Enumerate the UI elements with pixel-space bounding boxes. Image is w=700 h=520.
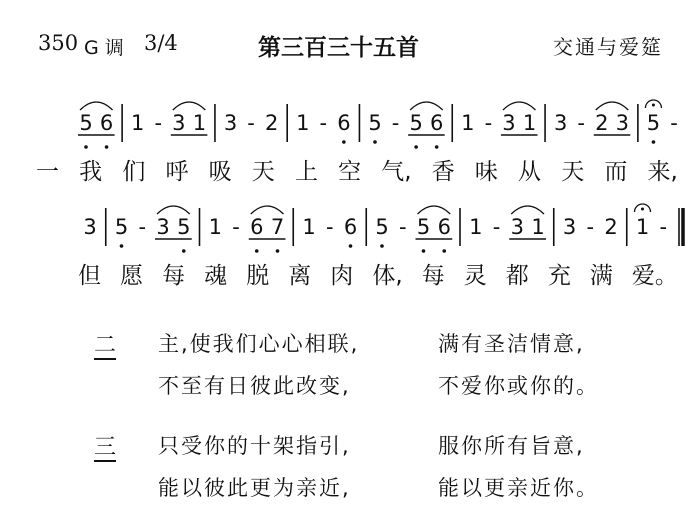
note: 5 [646, 111, 661, 135]
dash-note: - [577, 111, 585, 135]
lyric-syllable: 一 [36, 158, 59, 185]
dash-note: - [391, 111, 400, 135]
note: 1 [192, 111, 207, 135]
dash-note: - [659, 215, 668, 239]
lyric-syllable: 但 [78, 262, 101, 289]
note: 7 [270, 215, 285, 239]
lyrics-line-2 [0, 258, 700, 288]
dash-note: - [484, 111, 493, 135]
verse-3-line-1a: 只受你的十架指引, [158, 434, 351, 458]
note: 3 [553, 111, 568, 135]
note: 6 [337, 111, 351, 135]
lyric-syllable: 天 [251, 158, 275, 185]
note: 6 [99, 111, 114, 135]
lyric-syllable: 气, [381, 158, 412, 185]
slur-arc [418, 206, 451, 214]
lyric-syllable: 体, [372, 262, 403, 289]
note: 3 [502, 111, 516, 135]
lyric-syllable: 从 [518, 158, 542, 185]
lyric-syllable: 愿 [120, 262, 144, 289]
note: 3 [615, 111, 629, 135]
dash-note: - [492, 215, 501, 239]
dash-note: - [232, 215, 240, 239]
low-octave-dot [442, 249, 446, 253]
note: 3 [172, 111, 186, 135]
lyric-syllable: 每 [162, 262, 186, 289]
slur-arc [251, 206, 284, 214]
note: 3 [83, 215, 97, 239]
note: 5 [409, 111, 423, 135]
dash-note: - [325, 215, 334, 239]
dash-note: - [247, 111, 255, 135]
dash-note: - [138, 215, 147, 239]
lyric-syllable: 我 [79, 158, 103, 185]
note: 3 [156, 215, 170, 239]
fermata-dot [641, 208, 644, 211]
key-signature: G 调 [84, 37, 124, 59]
low-octave-dot [255, 249, 259, 253]
lyric-syllable: 魂 [204, 262, 228, 289]
verse-3-mark: 三 [93, 435, 116, 460]
dash-note: - [670, 111, 678, 135]
dash-note: - [398, 215, 407, 239]
low-octave-dot [276, 249, 280, 253]
verse-2-mark: 二 [93, 333, 116, 358]
lyric-syllable: 爱。 [631, 262, 678, 289]
lyric-syllable: 呼 [165, 158, 189, 185]
verse-3-line-1b: 服你所有旨意, [438, 434, 585, 458]
dash-note: - [154, 111, 163, 135]
low-octave-dot [380, 244, 384, 248]
note: 5 [114, 215, 129, 239]
lyric-syllable: 脱 [246, 262, 270, 289]
lyric-syllable: 离 [288, 262, 312, 289]
note: 3 [223, 111, 238, 135]
note: 1 [208, 215, 222, 239]
note: 1 [469, 215, 483, 239]
note: 1 [461, 111, 475, 135]
note: 3 [562, 215, 577, 239]
lyric-syllable: 吸 [208, 158, 232, 185]
note: 6 [250, 215, 264, 239]
note: 5 [177, 215, 191, 239]
page-title: 第三百三十五首 [258, 35, 419, 61]
low-octave-dot [120, 244, 124, 248]
verse-2-line-1a: 主,使我们心心相联, [158, 332, 360, 356]
note: 5 [375, 215, 389, 239]
note: 1 [635, 215, 650, 239]
note: 5 [416, 215, 431, 239]
lyric-syllable: 灵 [463, 262, 487, 289]
note: 1 [302, 215, 316, 239]
time-signature: 3/4 [144, 31, 178, 55]
lyric-syllable: 香 [431, 158, 455, 185]
lyric-syllable: 充 [547, 262, 571, 289]
note: 2 [604, 215, 618, 239]
note: 6 [430, 111, 444, 135]
verse-3-line-2b: 能以更亲近你。 [438, 476, 599, 500]
lyric-syllable: 来, [647, 158, 678, 185]
hymn-number: 350 [38, 31, 79, 55]
lyric-syllable: 天 [561, 158, 585, 185]
note: 3 [510, 215, 524, 239]
slur-arc [157, 206, 190, 214]
note: 2 [264, 111, 279, 135]
lyric-syllable: 空 [338, 158, 362, 185]
dash-note: - [319, 111, 328, 135]
lyric-syllable: 满 [589, 262, 613, 289]
dash-note: - [586, 215, 595, 239]
note: 1 [531, 215, 545, 239]
note: 5 [368, 111, 382, 135]
hymn-title: 交通与爱筵 [553, 35, 663, 59]
low-octave-dot [349, 244, 353, 248]
note: 2 [595, 111, 609, 135]
verse-2-line-2b: 不爱你或你的。 [438, 374, 599, 398]
lyric-syllable: 上 [294, 158, 318, 185]
lyric-syllable: 都 [505, 262, 529, 289]
note: 1 [131, 111, 145, 135]
note: 5 [79, 111, 93, 135]
low-octave-dot [422, 249, 426, 253]
lyric-syllable: 们 [122, 158, 146, 185]
lyric-syllable: 肉 [330, 262, 354, 289]
note: 1 [522, 111, 537, 135]
verse-3-line-2a: 能以彼此更为亲近, [158, 476, 351, 500]
note: 6 [343, 215, 358, 239]
low-octave-dot [182, 249, 186, 253]
lyric-syllable: 每 [421, 262, 445, 289]
lyric-syllable: 而 [604, 158, 628, 185]
lyric-syllable: 味 [474, 158, 498, 185]
slur-arc [511, 206, 544, 214]
verse-2-line-1b: 满有圣洁情意, [438, 332, 585, 356]
verse-2-line-2a: 不至有日彼此改变, [158, 374, 351, 398]
note: 1 [296, 111, 310, 135]
note: 6 [437, 215, 451, 239]
